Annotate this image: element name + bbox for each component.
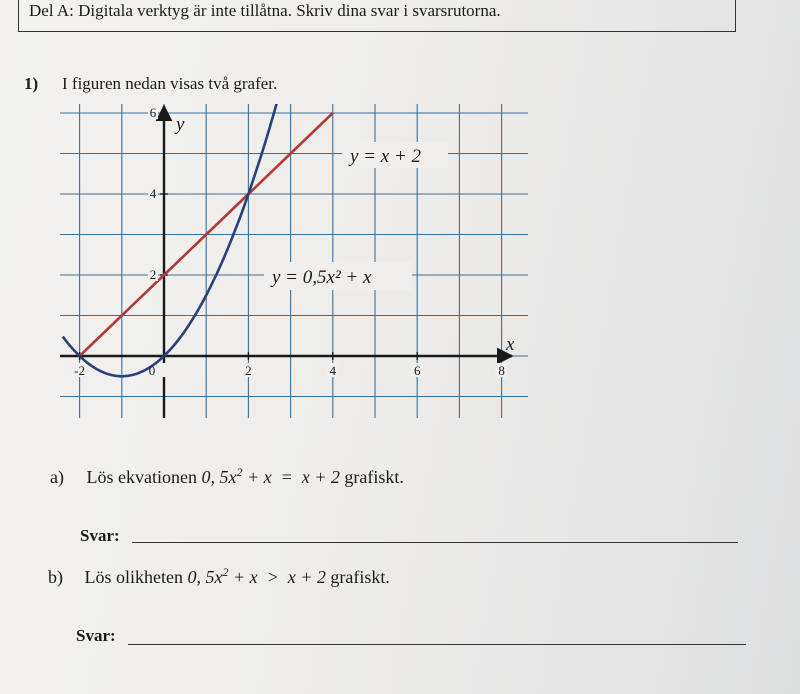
series <box>63 60 333 376</box>
answer-b-label: Svar: <box>76 626 116 645</box>
question-a-lhs: 0, 5x <box>201 467 237 487</box>
question-b-prefix: Lös olikheten <box>84 567 183 587</box>
x-tick-label: -2 <box>74 363 86 378</box>
x-tick-label: 8 <box>498 363 505 378</box>
question-a-label: a) <box>50 467 64 487</box>
question-a <box>50 465 404 488</box>
y-tick-label: 4 <box>149 186 157 201</box>
x-tick-label-bg <box>158 363 170 377</box>
question-a-exponent: 2 <box>236 465 243 479</box>
question-b-label: b) <box>48 567 63 587</box>
question-b-exponent: 2 <box>222 565 229 579</box>
x-tick-label: 4 <box>329 363 337 378</box>
x-tick-label: 2 <box>245 363 252 378</box>
question-b-suffix: grafiskt. <box>330 567 390 587</box>
x-axis-label: x <box>506 334 515 355</box>
question-a-suffix: grafiskt. <box>344 467 404 487</box>
y-tick-label: 2 <box>149 267 157 282</box>
instruction-text: Del A: Digitala verktyg är inte tillåtna. Skriv dina svar i svarsrutorna. <box>29 1 501 20</box>
answer-a-label: Svar: <box>80 526 120 545</box>
y-axis-label: y <box>176 114 185 135</box>
series-label-linear: y = x + 2 <box>350 146 422 167</box>
series-line-parabola <box>63 60 289 376</box>
series-label-parabola: y = 0,5x² + x <box>272 267 372 288</box>
question-b-equation: + x > x + 2 <box>228 567 326 587</box>
answer-b-line[interactable] <box>128 644 746 645</box>
problem-number: 1) <box>24 74 39 93</box>
question-a-prefix: Lös ekvationen <box>86 467 197 487</box>
labels <box>70 105 515 378</box>
question-a-equation: + x = x + 2 <box>242 467 340 487</box>
question-b-lhs: 0, 5x <box>187 567 223 587</box>
x-tick-label: 0 <box>148 363 156 378</box>
question-b <box>48 565 390 588</box>
answer-a-line[interactable] <box>132 542 738 543</box>
problem-text: I figuren nedan visas två grafer. <box>62 74 278 93</box>
x-tick-label: 6 <box>413 363 421 378</box>
y-tick-label: 6 <box>149 105 157 120</box>
